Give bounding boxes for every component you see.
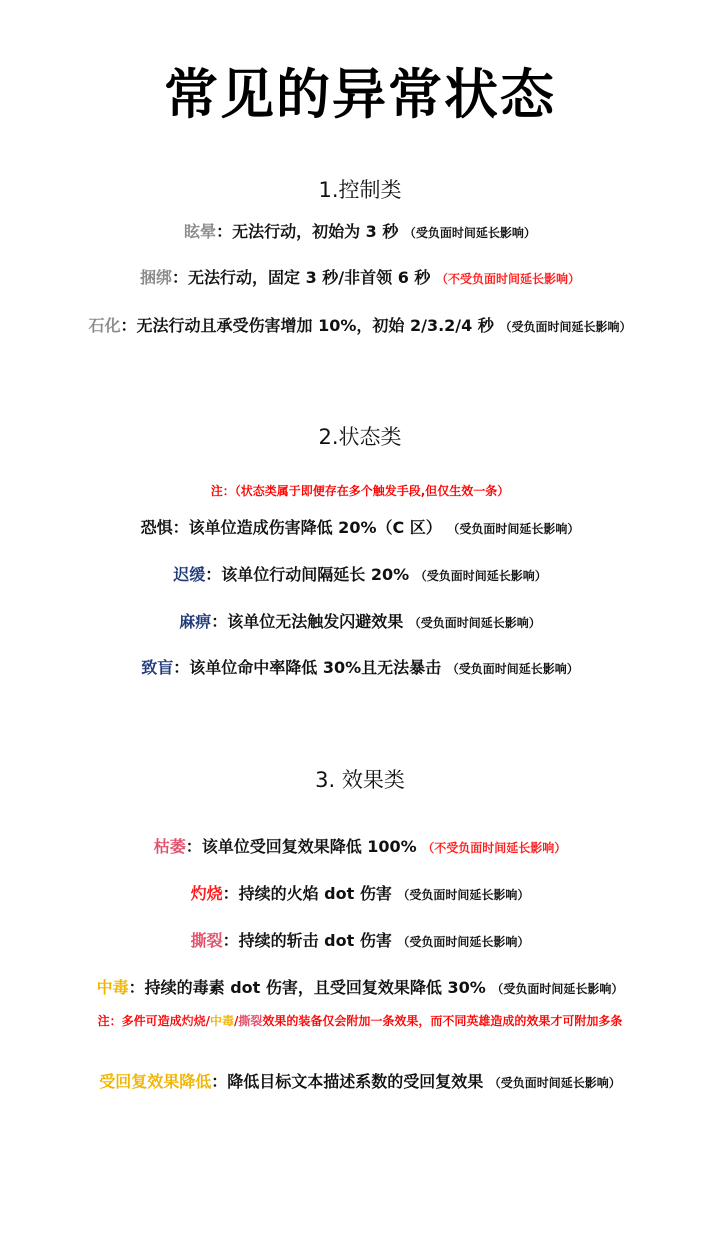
status-note: （受负面时间延长影响） [447, 522, 580, 536]
remark-text: 效果的装备仅会附加一条效果，而不同英雄造成的效果才可附加多条 [262, 1014, 623, 1028]
status-desc: ：降低目标文本描述系数的受回复效果 [211, 1072, 484, 1091]
status-desc: ：持续的火焰 dot 伤害 [222, 884, 392, 903]
section-title-control: 1.控制类 [318, 178, 402, 202]
status-note: （受负面时间延长影响） [397, 935, 530, 949]
status-note: （受负面时间延长影响） [491, 982, 624, 996]
status-note: （受负面时间延长影响） [414, 569, 547, 583]
status-row-tear [0, 928, 720, 951]
status-name: 中毒 [96, 978, 129, 997]
status-row-heal-reduction [0, 1069, 720, 1092]
status-row-paralyze [0, 609, 720, 632]
status-desc: ：该单位行动间隔延长 20% [205, 565, 410, 584]
status-row-stun [0, 219, 720, 242]
status-name: 受回复效果降低 [99, 1072, 212, 1091]
status-row-wither [0, 834, 720, 857]
remark-poison: 中毒 [209, 1014, 234, 1028]
section-title-effect: 3. 效果类 [315, 768, 405, 792]
status-name: 恐惧 [140, 518, 173, 537]
status-name: 眩晕 [184, 222, 217, 241]
status-row-bind [0, 265, 720, 288]
status-name: 石化 [88, 316, 121, 335]
remark-text: 注：多件可造成 [97, 1014, 182, 1028]
status-desc: ：持续的毒素 dot 伤害，且受回复效果降低 30% [128, 978, 486, 997]
status-note: （不受负面时间延长影响） [422, 841, 567, 855]
status-name: 捆绑 [139, 268, 172, 287]
status-note: （受负面时间延长影响） [499, 320, 632, 334]
status-row-petrify [0, 313, 720, 336]
status-note: （受负面时间延长影响） [446, 662, 579, 676]
status-row-burn [0, 881, 720, 904]
status-row-fear [0, 515, 720, 538]
status-desc: ：无法行动，固定 3 秒/非首领 6 秒 [172, 268, 431, 287]
status-name: 撕裂 [190, 931, 223, 950]
status-note: （受负面时间延长影响） [403, 226, 536, 240]
status-row-poison [0, 975, 720, 998]
remark-sep: / [234, 1014, 239, 1028]
status-desc: ：无法行动且承受伤害增加 10%，初始 2/3.2/4 秒 [120, 316, 494, 335]
remark-tear: 撕裂 [238, 1014, 263, 1028]
status-name: 灼烧 [190, 884, 223, 903]
remark-burn: 灼烧 [181, 1014, 206, 1028]
status-desc: ：该单位受回复效果降低 100% [185, 837, 417, 856]
status-name: 枯萎 [153, 837, 186, 856]
status-desc: ：持续的斩击 dot 伤害 [222, 931, 392, 950]
remark-sep: / [205, 1014, 210, 1028]
status-note: （受负面时间延长影响） [488, 1076, 621, 1090]
status-row-slow [0, 562, 720, 585]
status-note: （受负面时间延长影响） [408, 616, 541, 630]
status-name: 麻痹 [179, 612, 212, 631]
status-desc: ：该单位无法触发闪避效果 [211, 612, 404, 631]
page-title: 常见的异常状态 [164, 63, 556, 126]
status-note: （受负面时间延长影响） [397, 888, 530, 902]
section-remark: 注：（状态类属于即便存在多个触发手段,但仅生效一条） [210, 484, 510, 498]
status-desc: ：无法行动，初始为 3 秒 [216, 222, 399, 241]
status-desc: ：该单位造成伤害降低 20%（C 区） [172, 518, 442, 537]
section-title-state: 2.状态类 [318, 425, 402, 449]
status-row-blind [0, 655, 720, 678]
status-note: （不受负面时间延长影响） [435, 272, 580, 286]
status-name: 迟缓 [173, 565, 206, 584]
effect-remark [0, 1012, 720, 1029]
status-name: 致盲 [141, 658, 174, 677]
status-desc: ：该单位命中率降低 30%且无法暴击 [173, 658, 442, 677]
